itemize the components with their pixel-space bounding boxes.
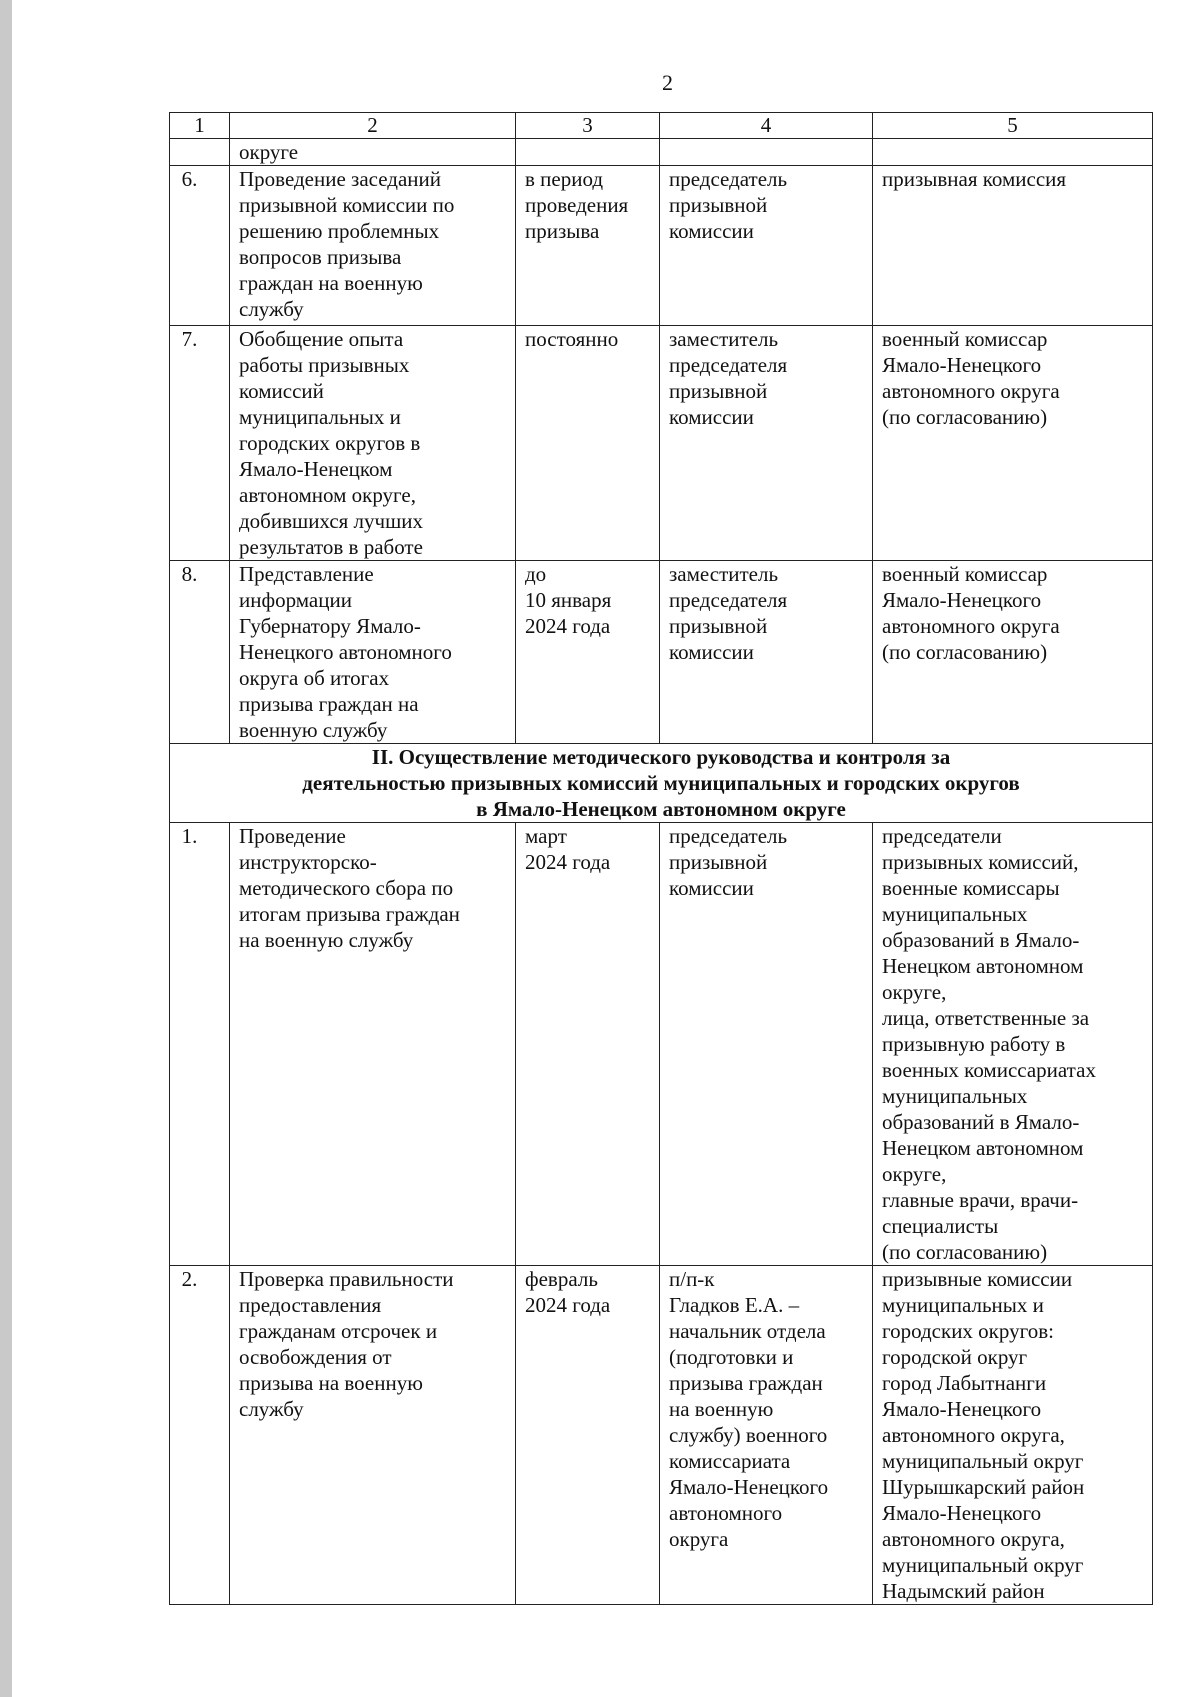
section-row: [170, 744, 1153, 823]
row-number: 6.: [170, 166, 230, 326]
responsible-cell: заместитель председателя призывной комиссии: [660, 561, 873, 744]
column-number: 2: [230, 113, 516, 139]
term-cell: в период проведения призыва: [516, 166, 660, 326]
table-row: [170, 326, 1153, 561]
executors-cell: призывная комиссия: [873, 166, 1153, 326]
responsible-cell: п/п-к Гладков Е.А. – начальник отдела (подготовки и призыва граждан на военную службу) военного комиссариата Ямало-Ненецкого автономного округа: [660, 1266, 873, 1605]
row-number: 1.: [170, 823, 230, 1266]
continuation-row: [170, 139, 1153, 166]
row-number: 2.: [170, 1266, 230, 1605]
page-number: 2: [662, 70, 673, 95]
row-number: 8.: [170, 561, 230, 744]
responsible-cell: председатель призывной комиссии: [660, 166, 873, 326]
event-cell: Обобщение опыта работы призывных комиссий муниципальных и городских округов в Ямало-Ненецком автономном округе, добившихся лучших результатов в работе: [230, 326, 516, 561]
event-cell: округе: [230, 139, 516, 166]
executors-cell: военный комиссар Ямало-Ненецкого автономного округа (по согласованию): [873, 561, 1153, 744]
term-cell: март 2024 года: [516, 823, 660, 1266]
executors-cell: военный комиссар Ямало-Ненецкого автономного округа (по согласованию): [873, 326, 1153, 561]
column-number: 4: [660, 113, 873, 139]
event-cell: Проверка правильности предоставления гражданам отсрочек и освобождения от призыва на военную службу: [230, 1266, 516, 1605]
executors-cell: призывные комиссии муниципальных и городских округов: городской округ город Лабытнанги Ямало-Ненецкого автономного округа, муниципальный округ Шурышкарский район Ямало-Ненецкого автономного округа, муниципальный округ Надымский район: [873, 1266, 1153, 1605]
event-cell: Представление информации Губернатору Ямало- Ненецкого автономного округа об итогах призыва граждан на военную службу: [230, 561, 516, 744]
term-cell: февраль 2024 года: [516, 1266, 660, 1605]
table-row: [170, 1266, 1153, 1605]
event-cell: Проведение инструкторско- методического сбора по итогам призыва граждан на военную службу: [230, 823, 516, 1266]
responsible-cell: председатель призывной комиссии: [660, 823, 873, 1266]
column-number: 3: [516, 113, 660, 139]
row-number: 7.: [170, 326, 230, 561]
responsible-cell: заместитель председателя призывной комиссии: [660, 326, 873, 561]
term-cell: постоянно: [516, 326, 660, 561]
event-cell: Проведение заседаний призывной комиссии по решению проблемных вопросов призыва граждан на военную службу: [230, 166, 516, 326]
term-cell: до 10 января 2024 года: [516, 561, 660, 744]
executors-cell: председатели призывных комиссий, военные комиссары муниципальных образований в Ямало- Ненецком автономном округе, лица, ответственные за призывную работу в военных комиссариатах муниципальных образований в Ямало- Ненецком автономном округе, главные врачи, врачи- специалисты (по согласованию): [873, 823, 1153, 1266]
term-cell: [516, 139, 660, 166]
plan-table: [169, 112, 1153, 1605]
column-number: 5: [873, 113, 1153, 139]
column-number-row: [170, 113, 1153, 139]
row-number: [170, 139, 230, 166]
table-row: [170, 561, 1153, 744]
table-row: [170, 823, 1153, 1266]
responsible-cell: [660, 139, 873, 166]
scan-left-edge: [0, 0, 12, 1697]
table-row: [170, 166, 1153, 326]
column-number: 1: [170, 113, 230, 139]
executors-cell: [873, 139, 1153, 166]
section-title: II. Осуществление методического руководства и контроля за деятельностью призывных комиссий муниципальных и городских округов в Ямало-Ненецком автономном округе: [170, 744, 1153, 823]
